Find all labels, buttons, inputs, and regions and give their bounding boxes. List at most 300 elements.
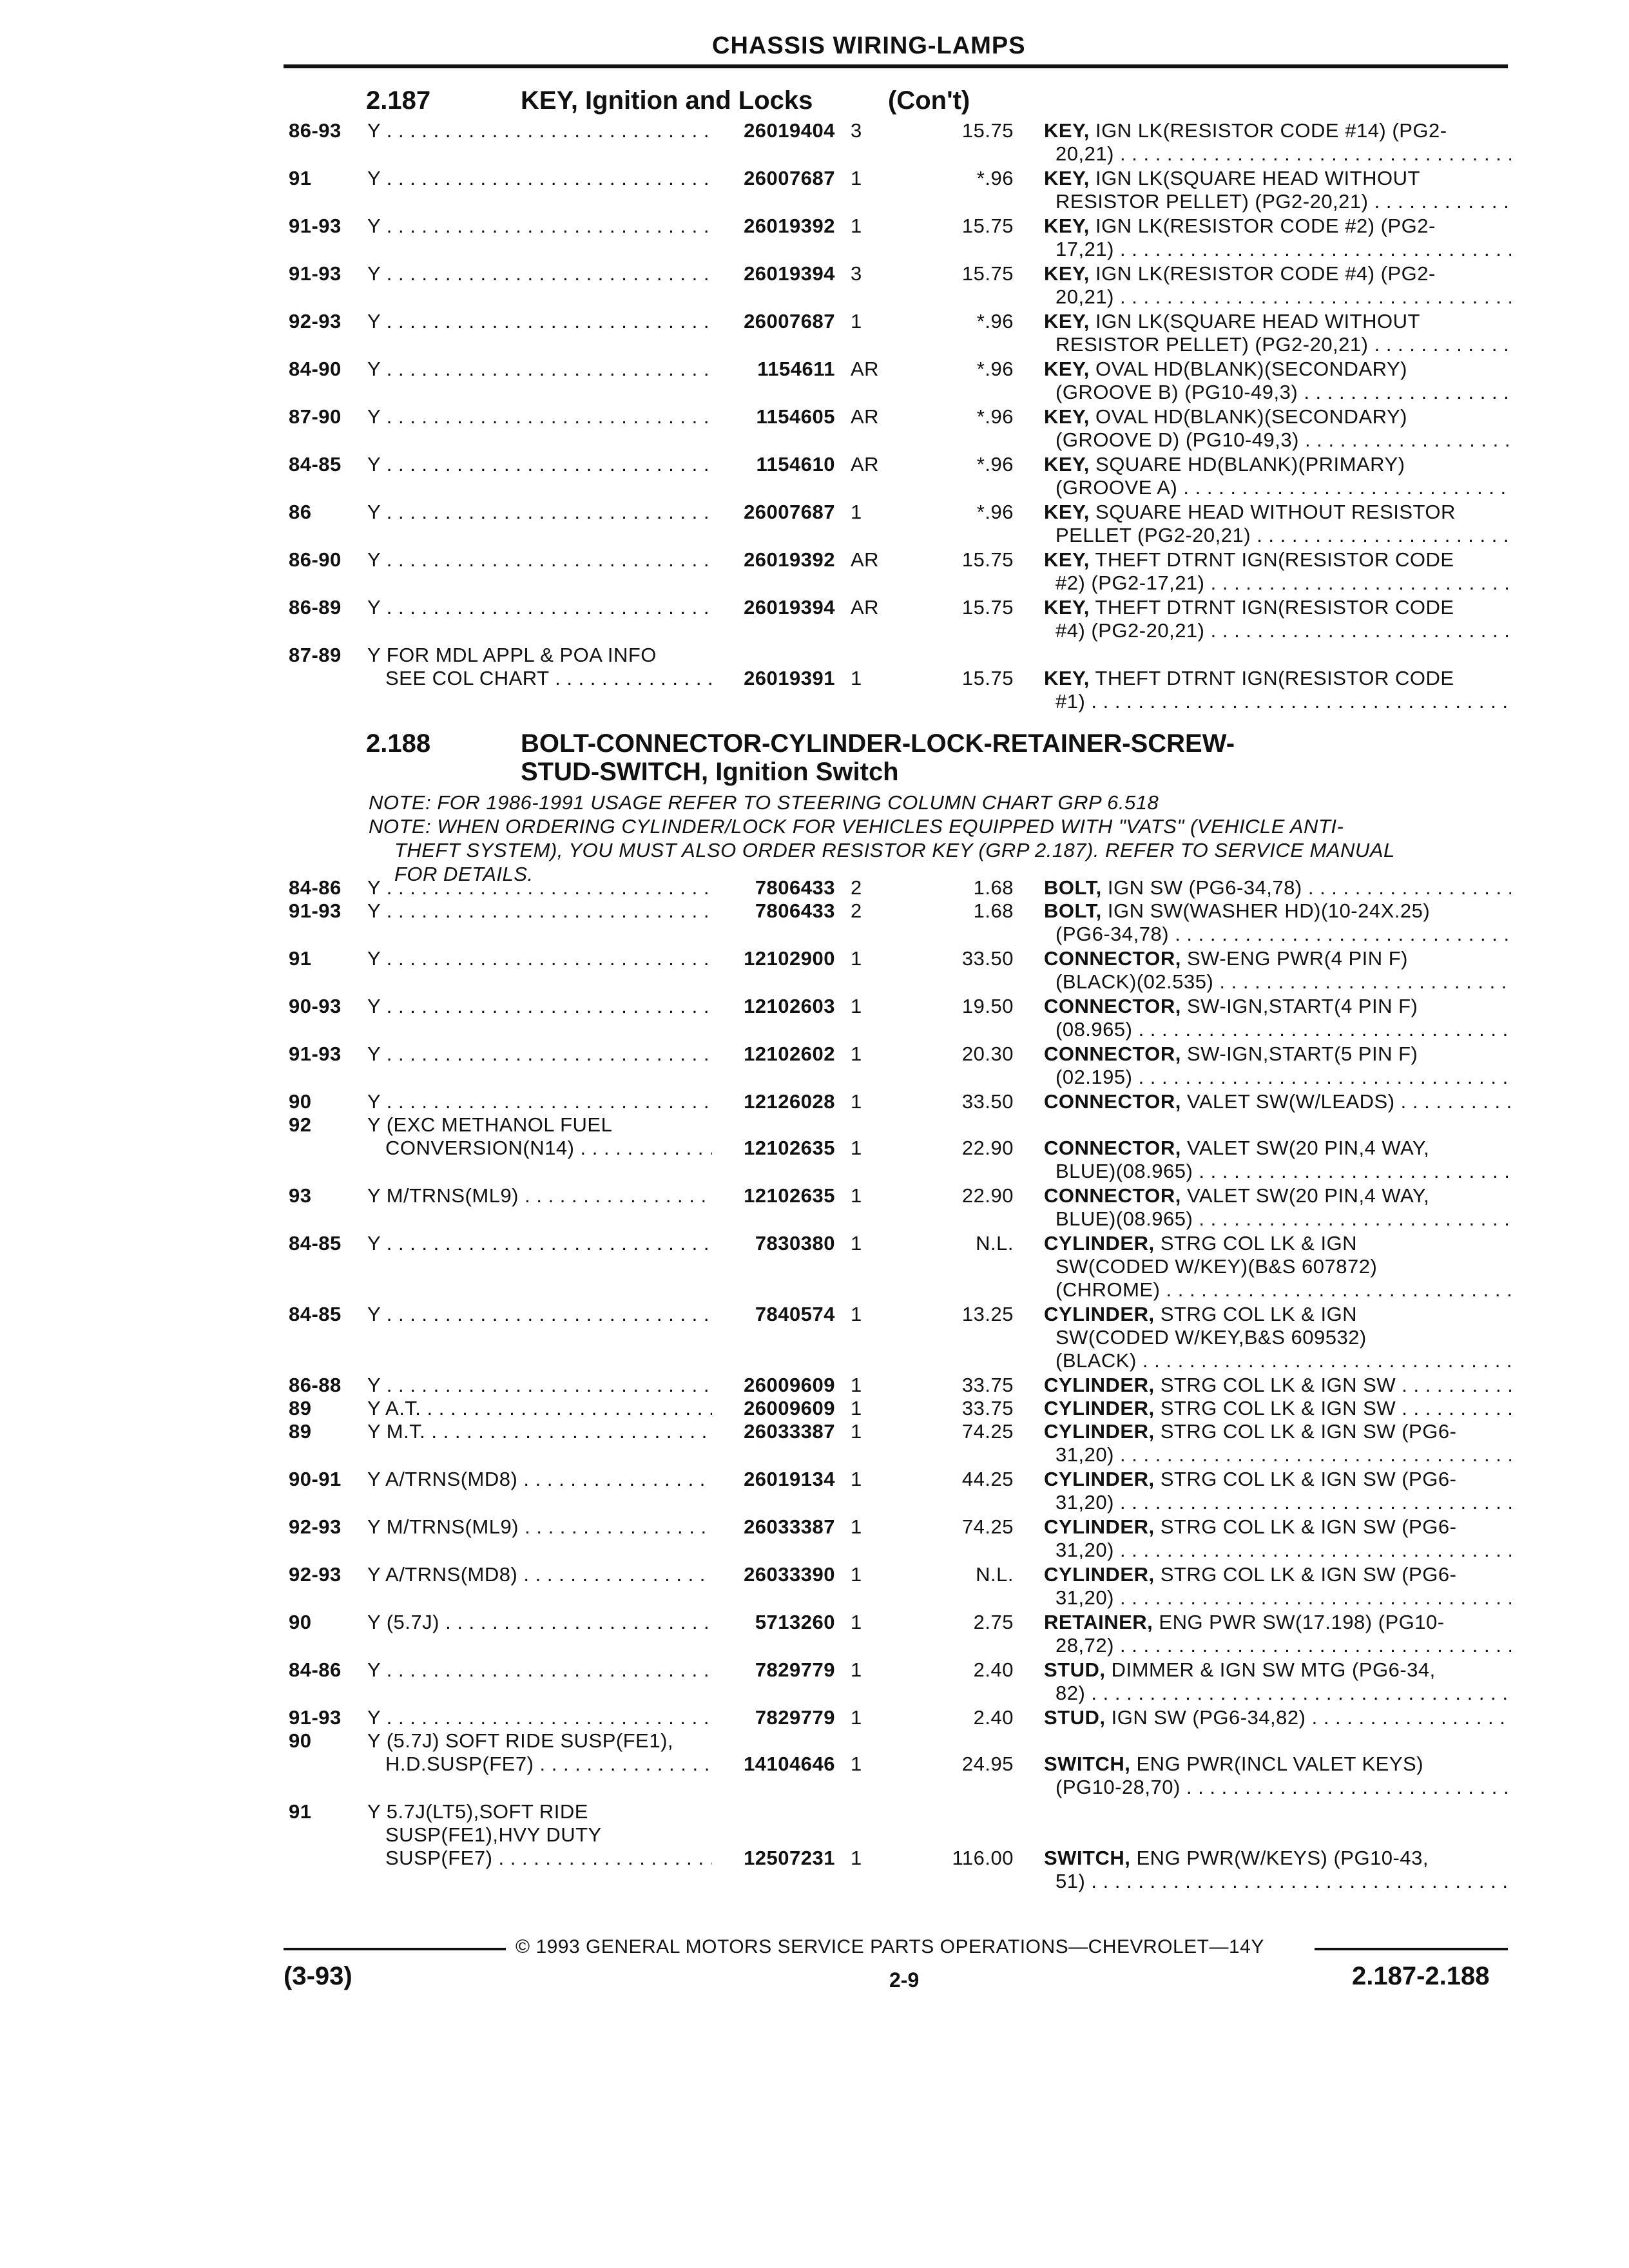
description-line (1044, 899, 1511, 923)
description-line (1044, 970, 1511, 994)
application (367, 215, 712, 238)
description-text: THEFT DTRNT IGN(RESISTOR CODE (1095, 548, 1454, 571)
price: 33.50 (961, 1090, 1014, 1113)
application (367, 501, 712, 524)
application (367, 1468, 712, 1491)
description-line (1044, 1611, 1511, 1634)
description-line (1044, 1443, 1511, 1466)
description-text: VALET SW(20 PIN,4 WAY, (1186, 1184, 1430, 1207)
footer-section-range: 2.187-2.188 (1352, 1962, 1490, 1990)
application-line: Y . . . (367, 995, 712, 1018)
description-text: (GROOVE B) (PG10-49,3) (1055, 381, 1298, 403)
application-line: Y . . . (367, 405, 712, 428)
part-number: 26019392 (737, 215, 835, 238)
description-text: ENG PWR(W/KEYS) (PG10-43, (1136, 1847, 1429, 1869)
description (1044, 453, 1511, 499)
description-text: SW-ENG PWR(4 PIN F) (1186, 947, 1408, 970)
description-line (1044, 1349, 1511, 1372)
quantity: 1 (851, 1043, 862, 1065)
description-line (1044, 1468, 1511, 1491)
part-number: 12102635 (737, 1137, 835, 1160)
description (1044, 1184, 1511, 1231)
footer-rule-right (1315, 1948, 1508, 1950)
model-year: 91 (289, 947, 312, 970)
price: *.96 (976, 405, 1014, 428)
application-line: Y (5.7J) . . . (367, 1611, 712, 1634)
application-line: Y M.T. . . . (367, 1420, 712, 1443)
description-line (1044, 262, 1511, 285)
model-year: 86-90 (289, 548, 342, 571)
footer-date: (3-93) (284, 1962, 352, 1990)
quantity: 1 (851, 1468, 862, 1490)
description (1044, 119, 1511, 166)
page-header-title: CHASSIS WIRING-LAMPS (712, 32, 1026, 59)
price: 33.75 (961, 1374, 1014, 1396)
quantity: AR (851, 596, 880, 619)
part-number: 1154605 (750, 405, 835, 428)
part-number: 1154610 (750, 453, 835, 476)
price: 22.90 (961, 1137, 1014, 1159)
description-line (1044, 1232, 1511, 1255)
description-text: STRG COL LK & IGN SW (PG6- (1160, 1563, 1457, 1586)
description-text: PELLET (PG2-20,21) (1055, 524, 1251, 546)
description-text: SW(CODED W/KEY,B&S 609532) (1055, 1326, 1367, 1349)
description-text: IGN SW (PG6-34,78) (1107, 876, 1302, 899)
application (367, 1113, 712, 1160)
description (1044, 358, 1511, 404)
model-year: 91-93 (289, 215, 342, 237)
description-text: ENG PWR SW(17.198) (PG10- (1159, 1611, 1445, 1633)
description-text: STRG COL LK & IGN (1160, 1303, 1358, 1325)
description-noun: KEY, (1044, 596, 1090, 619)
description (1044, 1043, 1511, 1089)
description-text: 31,20) (1055, 1586, 1114, 1609)
description-line (1044, 1706, 1511, 1729)
price: 15.75 (961, 119, 1014, 142)
description-text: STRG COL LK & IGN SW (PG6- (1160, 1420, 1457, 1443)
price: 15.75 (961, 596, 1014, 619)
section-title: KEY, Ignition and Locks (521, 86, 813, 115)
application (367, 1563, 712, 1586)
description (1044, 310, 1511, 356)
description (1044, 548, 1511, 595)
application (367, 1611, 712, 1634)
description-line (1044, 1491, 1511, 1514)
application (367, 899, 712, 923)
description-noun: KEY, (1044, 262, 1090, 285)
description-text: SQUARE HD(BLANK)(PRIMARY) (1095, 453, 1405, 476)
application-line: Y A.T. . . . (367, 1397, 712, 1420)
description-line (1044, 1303, 1511, 1326)
description-text: 82) (1055, 1682, 1086, 1704)
description-line (1044, 1515, 1511, 1539)
description-noun: KEY, (1044, 310, 1090, 332)
description-text: STRG COL LK & IGN (1160, 1232, 1358, 1254)
part-number: 26019391 (737, 667, 835, 690)
footer-copyright: © 1993 GENERAL MOTORS SERVICE PARTS OPERATIONS—CHEVROLET—14Y (516, 1936, 1264, 1957)
quantity: 1 (851, 1397, 862, 1419)
part-number: 26007687 (737, 310, 835, 333)
description-noun: CONNECTOR, (1044, 995, 1181, 1017)
description-line (1044, 1420, 1511, 1443)
description-line (1044, 667, 1511, 690)
description (1044, 1303, 1511, 1372)
description-line (1044, 1870, 1511, 1893)
model-year: 84-86 (289, 1658, 342, 1681)
application-line: Y . . . (367, 1303, 712, 1326)
quantity: 1 (851, 1303, 862, 1325)
application-line: CONVERSION(N14) . . . (367, 1137, 712, 1160)
description-text: THEFT DTRNT IGN(RESISTOR CODE (1095, 596, 1454, 619)
model-year: 84-90 (289, 358, 342, 380)
description-text: RESISTOR PELLET) (PG2-20,21) (1055, 190, 1369, 213)
description-line (1044, 1278, 1511, 1302)
application-line: Y . . . (367, 358, 712, 381)
application (367, 167, 712, 190)
description-line (1044, 1397, 1511, 1420)
part-number: 12102602 (737, 1043, 835, 1066)
application-line: Y A/TRNS(MD8) . . . (367, 1468, 712, 1491)
application (367, 358, 712, 381)
application-line: Y M/TRNS(ML9) . . . (367, 1184, 712, 1207)
description-line (1044, 310, 1511, 333)
description-line (1044, 1586, 1511, 1610)
part-number: 12102603 (737, 995, 835, 1018)
application-line: Y . . . (367, 119, 712, 142)
description-line (1044, 428, 1511, 452)
description-text: #2) (PG2-17,21) (1055, 572, 1205, 594)
application (367, 1303, 712, 1326)
application-line: Y . . . (367, 310, 712, 333)
application (367, 548, 712, 572)
application (367, 1658, 712, 1682)
description-line (1044, 238, 1511, 261)
description (1044, 167, 1511, 213)
description-text: #1) (1055, 690, 1086, 713)
application-line: Y FOR MDL APPL & POA INFO (367, 644, 657, 666)
model-year: 86-89 (289, 596, 342, 619)
description (1044, 899, 1511, 946)
description (1044, 1611, 1511, 1657)
description-line (1044, 690, 1511, 713)
description-line (1044, 1658, 1511, 1682)
description-text: BLUE)(08.965) (1055, 1207, 1193, 1230)
description (1044, 1706, 1511, 1729)
application (367, 1729, 712, 1776)
description-text: 20,21) (1055, 142, 1114, 165)
quantity: 1 (851, 1611, 862, 1633)
part-number: 26019404 (737, 119, 835, 142)
part-number: 7829779 (749, 1658, 835, 1682)
description-text: THEFT DTRNT IGN(RESISTOR CODE (1095, 667, 1454, 689)
model-year: 84-86 (289, 876, 342, 899)
model-year: 91-93 (289, 1043, 342, 1065)
description-text: VALET SW(20 PIN,4 WAY, (1186, 1137, 1430, 1159)
description (1044, 876, 1511, 899)
description-line (1044, 1255, 1511, 1278)
model-year: 91-93 (289, 1706, 342, 1729)
description-text: (PG6-34,78) (1055, 923, 1170, 945)
description-text: SW-IGN,START(4 PIN F) (1186, 995, 1418, 1017)
section-number: 2.187 (366, 86, 431, 115)
application-line: SEE COL CHART . . . (367, 667, 712, 690)
description-line (1044, 995, 1511, 1018)
description-text: SQUARE HEAD WITHOUT RESISTOR (1095, 501, 1456, 523)
application (367, 644, 712, 690)
description-noun: CONNECTOR, (1044, 1137, 1181, 1159)
description-noun: KEY, (1044, 453, 1090, 476)
description-noun: BOLT, (1044, 899, 1102, 922)
description-text: ENG PWR(INCL VALET KEYS) (1136, 1753, 1424, 1775)
description-text: SW-IGN,START(5 PIN F) (1186, 1043, 1418, 1065)
description-line (1044, 1563, 1511, 1586)
part-number: 26033387 (737, 1420, 835, 1443)
application-line: SUSP(FE1),HVY DUTY (385, 1823, 602, 1846)
description-noun: KEY, (1044, 167, 1090, 189)
price: 13.25 (961, 1303, 1014, 1325)
description-line (1044, 1634, 1511, 1657)
part-number: 7829779 (749, 1706, 835, 1729)
application (367, 310, 712, 333)
description-noun: CONNECTOR, (1044, 1090, 1181, 1113)
description-text: IGN LK(SQUARE HEAD WITHOUT (1095, 167, 1420, 189)
description-text: OVAL HD(BLANK)(SECONDARY) (1095, 405, 1407, 428)
description-noun: RETAINER, (1044, 1611, 1153, 1633)
description-line (1044, 1207, 1511, 1231)
application (367, 1515, 712, 1539)
description-line (1044, 619, 1511, 642)
footer-page-number: 2-9 (889, 1968, 920, 1992)
quantity: 2 (851, 899, 862, 922)
application-line: Y . . . (367, 1706, 712, 1729)
price: N.L. (976, 1563, 1014, 1586)
application-line: Y . . . (367, 453, 712, 476)
part-number: 7806433 (749, 899, 835, 923)
model-year: 84-85 (289, 1303, 342, 1325)
description-noun: CYLINDER, (1044, 1468, 1155, 1490)
description-noun: KEY, (1044, 667, 1090, 689)
description-noun: KEY, (1044, 405, 1090, 428)
application-line: SUSP(FE7) . . . (367, 1847, 712, 1870)
part-number: 26007687 (737, 501, 835, 524)
description (1044, 405, 1511, 452)
description-text: STRG COL LK & IGN SW (1160, 1374, 1396, 1396)
footer-rule-left (284, 1948, 506, 1950)
part-number: 26009609 (737, 1397, 835, 1420)
part-number: 7840574 (749, 1303, 835, 1326)
price: 19.50 (961, 995, 1014, 1017)
application-line: Y . . . (367, 947, 712, 970)
description-noun: CYLINDER, (1044, 1515, 1155, 1538)
description-line (1044, 548, 1511, 572)
description-text: 31,20) (1055, 1539, 1114, 1561)
description-text: SW(CODED W/KEY)(B&S 607872) (1055, 1255, 1378, 1278)
application (367, 405, 712, 428)
description-text: (GROOVE D) (PG10-49,3) (1055, 428, 1299, 451)
description-line (1044, 1090, 1511, 1113)
description-line (1044, 524, 1511, 547)
description (1044, 1137, 1511, 1183)
application-line: Y . . . (367, 167, 712, 190)
description-line (1044, 381, 1511, 404)
description (1044, 1232, 1511, 1302)
quantity: 1 (851, 310, 862, 332)
application-line: Y (EXC METHANOL FUEL (367, 1113, 613, 1136)
description (1044, 1397, 1511, 1420)
quantity: AR (851, 358, 880, 380)
price: 74.25 (961, 1515, 1014, 1538)
description-noun: STUD, (1044, 1706, 1106, 1729)
price: 74.25 (961, 1420, 1014, 1443)
quantity: 1 (851, 1232, 862, 1254)
application (367, 262, 712, 285)
part-number: 7830380 (749, 1232, 835, 1255)
application (367, 1090, 712, 1113)
description-line (1044, 1184, 1511, 1207)
description (1044, 262, 1511, 309)
description-text: STRG COL LK & IGN SW (PG6- (1160, 1515, 1457, 1538)
description-line (1044, 876, 1511, 899)
description-text: IGN LK(RESISTOR CODE #2) (PG2- (1095, 215, 1436, 237)
description-line (1044, 215, 1511, 238)
part-number: 26019392 (737, 548, 835, 572)
model-year: 86 (289, 501, 312, 523)
price: 2.40 (973, 1706, 1014, 1729)
section-title-line1: BOLT-CONNECTOR-CYLINDER-LOCK-RETAINER-SCREW- (521, 729, 1235, 758)
quantity: 1 (851, 501, 862, 523)
price: 15.75 (961, 667, 1014, 689)
description (1044, 995, 1511, 1041)
description-text: IGN SW(WASHER HD)(10-24X.25) (1107, 899, 1431, 922)
quantity: 1 (851, 995, 862, 1017)
part-number: 26019394 (737, 596, 835, 619)
description-noun: CYLINDER, (1044, 1397, 1155, 1419)
description-line (1044, 1018, 1511, 1041)
quantity: 1 (851, 1137, 862, 1159)
quantity: 1 (851, 1420, 862, 1443)
description (1044, 1515, 1511, 1562)
application-line: Y . . . (367, 1232, 712, 1255)
description-noun: KEY, (1044, 548, 1090, 571)
price: 15.75 (961, 215, 1014, 237)
description-text: (02.195) (1055, 1066, 1133, 1088)
application (367, 1043, 712, 1066)
application (367, 876, 712, 899)
section-continued: (Con't) (888, 86, 970, 115)
part-number: 1154611 (751, 358, 835, 381)
description-text: 17,21) (1055, 238, 1114, 260)
quantity: 1 (851, 167, 862, 189)
part-number: 26007687 (737, 167, 835, 190)
price: 15.75 (961, 548, 1014, 571)
description-text: 20,21) (1055, 285, 1114, 308)
note-usage: NOTE: FOR 1986-1991 USAGE REFER TO STEERING COLUMN CHART GRP 6.518 (369, 791, 1159, 814)
application (367, 1800, 712, 1870)
note-vats-line3: FOR DETAILS. (394, 863, 534, 885)
price: 116.00 (952, 1847, 1014, 1869)
model-year: 91 (289, 167, 312, 189)
description-text: IGN LK(SQUARE HEAD WITHOUT (1095, 310, 1420, 332)
price: 1.68 (973, 876, 1014, 899)
price: 33.50 (961, 947, 1014, 970)
model-year: 91-93 (289, 899, 342, 922)
description-noun: CYLINDER, (1044, 1420, 1155, 1443)
description-line (1044, 119, 1511, 142)
description (1044, 1658, 1511, 1705)
section-title-line2-bold: STUD-SWITCH, (521, 758, 709, 786)
application-line: Y . . . (367, 1090, 712, 1113)
description-text: (BLACK) (1055, 1349, 1137, 1372)
model-year: 90 (289, 1611, 312, 1633)
description-text: IGN LK(RESISTOR CODE #14) (PG2- (1095, 119, 1447, 142)
description (1044, 596, 1511, 642)
application-line: Y . . . (367, 596, 712, 619)
description-text: IGN LK(RESISTOR CODE #4) (PG2- (1095, 262, 1436, 285)
description-noun: CYLINDER, (1044, 1232, 1155, 1254)
description-noun: CONNECTOR, (1044, 1043, 1181, 1065)
description (1044, 1090, 1511, 1113)
description-noun: SWITCH, (1044, 1753, 1131, 1775)
description-noun: BOLT, (1044, 876, 1102, 899)
quantity: 1 (851, 1847, 862, 1869)
model-year: 91 (289, 1800, 312, 1823)
description (1044, 1468, 1511, 1514)
application (367, 119, 712, 142)
description-noun: KEY, (1044, 215, 1090, 237)
quantity: 1 (851, 1374, 862, 1396)
quantity: 1 (851, 1563, 862, 1586)
description-text: IGN SW (PG6-34,82) (1111, 1706, 1306, 1729)
quantity: 1 (851, 667, 862, 689)
application (367, 947, 712, 970)
price: *.96 (976, 167, 1014, 189)
part-number: 12102635 (737, 1184, 835, 1207)
price: 2.75 (973, 1611, 1014, 1633)
price: 20.30 (961, 1043, 1014, 1065)
model-year: 92-93 (289, 1515, 342, 1538)
description-line (1044, 1066, 1511, 1089)
application (367, 1420, 712, 1443)
description-text: (GROOVE A) (1055, 476, 1178, 499)
description-text: #4) (PG2-20,21) (1055, 619, 1205, 642)
part-number: 14104646 (737, 1753, 835, 1776)
part-number: 26019394 (737, 262, 835, 285)
description-text: VALET SW(W/LEADS) (1186, 1090, 1395, 1113)
price: N.L. (976, 1232, 1014, 1254)
description-noun: CYLINDER, (1044, 1563, 1155, 1586)
model-year: 92 (289, 1113, 312, 1136)
application (367, 1706, 712, 1729)
description-line (1044, 285, 1511, 309)
description-text: OVAL HD(BLANK)(SECONDARY) (1095, 358, 1407, 380)
description (1044, 1847, 1511, 1893)
description-text: STRG COL LK & IGN SW (1160, 1397, 1396, 1419)
quantity: 1 (851, 1706, 862, 1729)
description-line (1044, 1682, 1511, 1705)
quantity: 1 (851, 947, 862, 970)
price: *.96 (976, 358, 1014, 380)
description (1044, 947, 1511, 994)
quantity: 1 (851, 1184, 862, 1207)
quantity: 2 (851, 876, 862, 899)
price: 33.75 (961, 1397, 1014, 1419)
description-line (1044, 142, 1511, 166)
part-number: 26033390 (737, 1563, 835, 1586)
description-text: RESISTOR PELLET) (PG2-20,21) (1055, 333, 1369, 356)
part-number: 26009609 (737, 1374, 835, 1397)
description-line (1044, 1539, 1511, 1562)
application-line: Y . . . (367, 548, 712, 572)
